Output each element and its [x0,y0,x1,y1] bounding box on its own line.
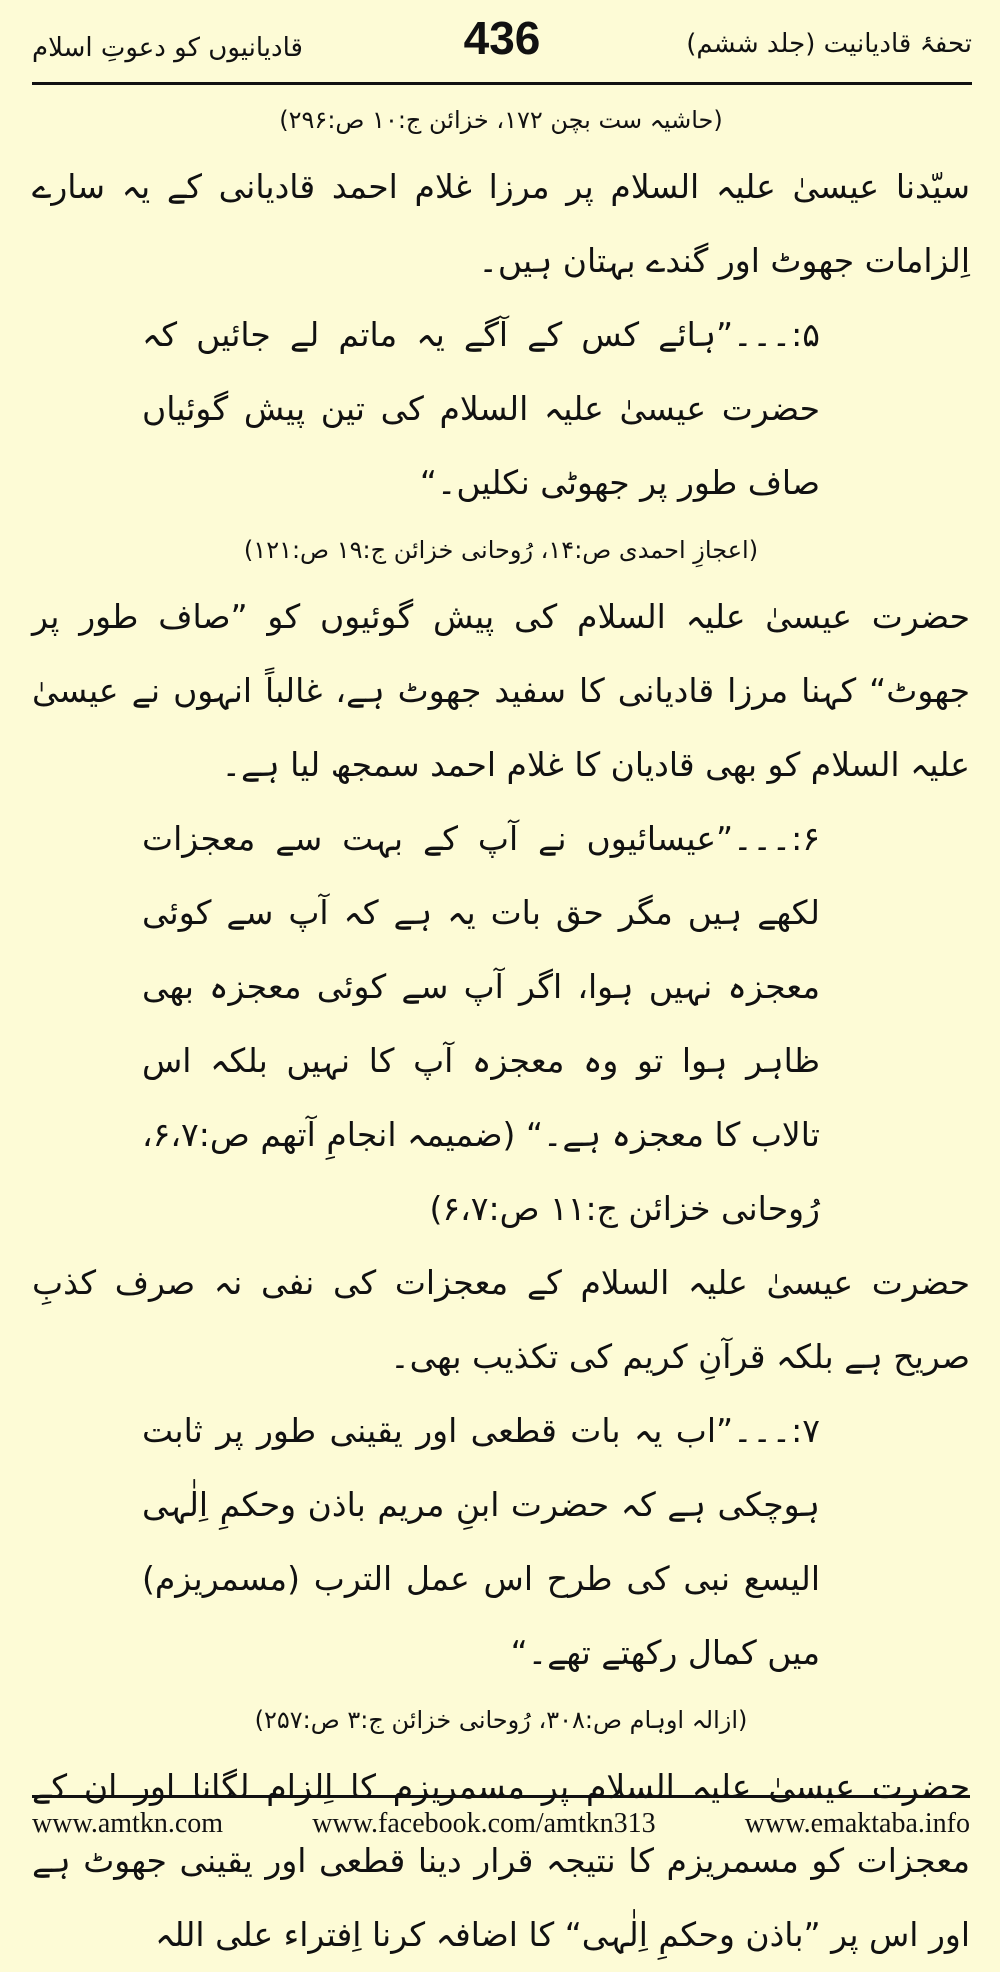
page-header [32,10,972,85]
paragraph-2: حضرت عیسیٰ علیہ السلام کی پیش گوئیوں کو ”صاف طور پر جھوٹ“ کہنا مرزا قادیانی کا سفید جھوٹ ہے، غالباً انہوں نے عیسیٰ علیہ السلام کو بھی قادیان کا غلام احمد سمجھ لیا ہے۔ [32,597,970,784]
paragraph-4: حضرت عیسیٰ علیہ السلام پر مسمریزم کا اِلزام لگانا اور ان کے معجزات کو مسمریزم کا نتیجہ قرار دینا قطعی اور یقینی جھوٹ ہے اور اس پر ”باذن وحکمِ اِلٰہی“ کا اضافہ کرنا اِفتراء علی اللہ [32,1767,970,1954]
quote-6: ۶:۔۔۔”عیسائیوں نے آپ کے بہت سے معجزات لکھے ہیں مگر حق بات یہ ہے کہ آپ سے کوئی معجزہ نہیں ہوا، اگر آپ سے کوئی معجزہ بھی ظاہر ہوا تو وہ معجزہ آپ کا نہیں بلکہ اس تالاب کا معجزہ ہے۔“ (ضمیمہ انجامِ آتھم ص:۶،۷، رُوحانی خزائن ج:۱۱ ص:۶،۷) [142,819,820,1228]
quote-7: ۷:۔۔۔”اب یہ بات قطعی اور یقینی طور پر ثابت ہوچکی ہے کہ حضرت ابنِ مریم باذن وحکمِ اِلٰہی الیسع نبی کی طرح اس عمل الترب (مسمریزم) میں کمال رکھتے تھے۔“ [142,1411,820,1672]
footer-link-facebook[interactable]: www.facebook.com/amtkn313 [312,1808,656,1839]
page-body [32,90,970,1972]
book-title: تحفۂ قادیانیت (جلد ششم) [686,29,972,59]
paragraph-1: سیّدنا عیسیٰ علیہ السلام پر مرزا غلام احمد قادیانی کے یہ سارے اِلزامات جھوٹ اور گندے بہتان ہیں۔ [32,167,970,280]
footer-link-amtkn[interactable]: www.amtkn.com [32,1808,224,1839]
chapter-title: قادیانیوں کو دعوتِ اسلام [32,33,303,63]
paragraph-3: حضرت عیسیٰ علیہ السلام کے معجزات کی نفی نہ صرف کذبِ صریح ہے بلکہ قرآنِ کریم کی تکذیب بھی۔ [32,1263,970,1376]
page-number: 436 [463,12,541,64]
reference-2: (اعجازِ احمدی ص:۱۴، رُوحانی خزائن ج:۱۹ ص:۱۲۱) [243,536,759,564]
quote-5: ۵:۔۔۔”ہائے کس کے آگے یہ ماتم لے جائیں کہ حضرت عیسیٰ علیہ السلام کی تین پیش گوئیاں صاف طور پر جھوٹی نکلیں۔“ [142,315,820,502]
reference-3: (ازالہ اوہام ص:۳۰۸، رُوحانی خزائن ج:۳ ص:۲۵۷) [254,1706,748,1734]
reference-1: (حاشیہ ست بچن ۱۷۲، خزائن ج:۱۰ ص:۲۹۶) [279,106,723,134]
footer-link-emaktaba[interactable]: www.emaktaba.info [744,1808,970,1839]
page-footer [32,1795,970,1844]
